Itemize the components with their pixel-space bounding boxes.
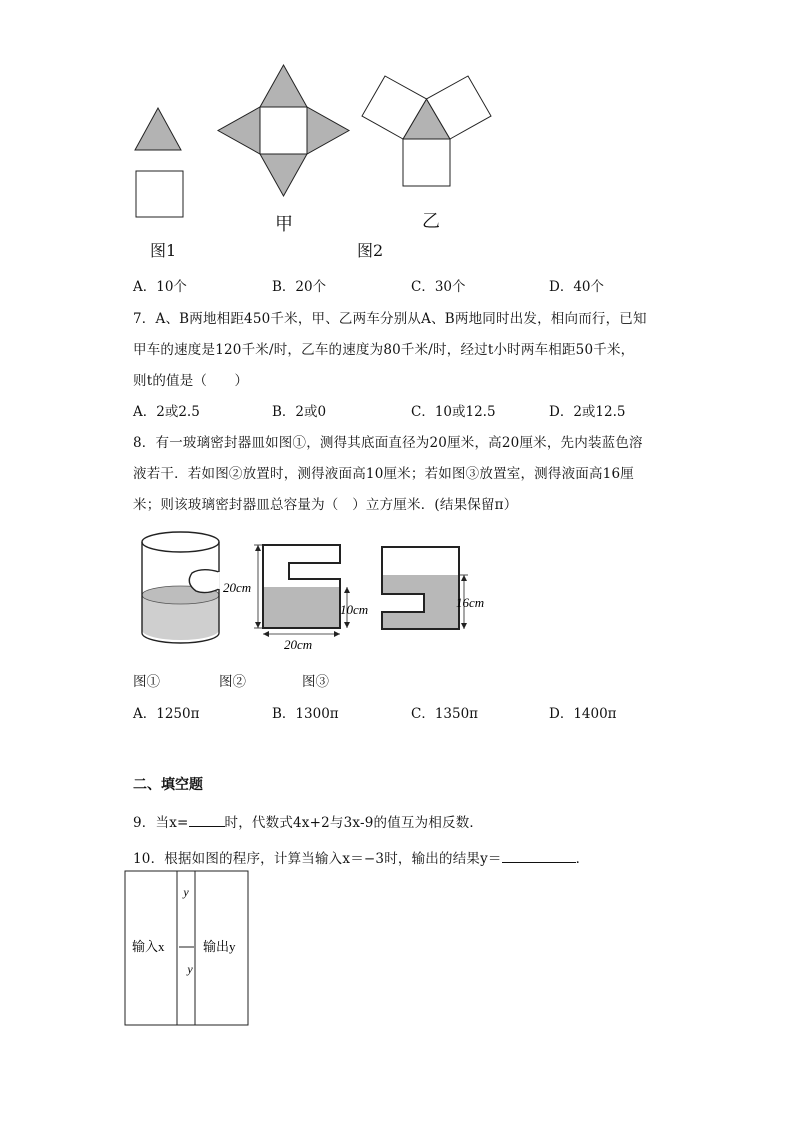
fig-position-2 [254, 545, 350, 637]
flow-y-bottom: y [187, 962, 193, 976]
label-jia: 甲 [275, 214, 293, 235]
q9-pre: 9．当x= [133, 815, 189, 831]
q7-option-c: C．10或12.5 [411, 404, 496, 420]
container-figure [130, 525, 510, 665]
q9-post: 时，代数式4x+2与3x-9的值互为相反数． [224, 815, 484, 831]
q6-option-b: B．20个 [272, 279, 327, 295]
q8-option-d: D．1400π [549, 706, 617, 722]
flow-output-label: 输出y [203, 939, 236, 954]
fig-cylinder [142, 532, 219, 643]
q6-option-d: D．40个 [549, 279, 605, 295]
q7-option-b: B．2或0 [272, 404, 327, 420]
q10-pre: 10．根据如图的程序，计算当输入x＝−3时，输出的结果y＝ [133, 851, 502, 867]
dim-diameter-label: 20cm [284, 637, 313, 652]
fig1-square [136, 171, 183, 217]
q7-option-d: D．2或12.5 [549, 404, 626, 420]
label-fig2: 图2 [357, 241, 384, 260]
program-flowchart [124, 870, 252, 1028]
q8-fig-label-2: 图② [219, 674, 246, 690]
q8-option-b: B．1300π [272, 706, 339, 722]
q7-line-3: 则t的值是（ ） [133, 373, 249, 389]
q7-line-2: 甲车的速度是120千米/时，乙车的速度为80千米/时，经过t小时两车相距50千米， [133, 342, 635, 358]
flow-y-top: y [183, 885, 189, 899]
net-yi [362, 76, 491, 186]
q9-line [133, 811, 483, 831]
q7-line-1: 7．A、B两地相距450千米，甲、乙两车分别从A、B两地同时出发，相向而行，已知 [133, 311, 647, 327]
label-yi: 乙 [422, 211, 440, 232]
dim-height-label: 20cm [223, 580, 252, 595]
shapes-figure [120, 60, 520, 260]
q10-answer-blank[interactable] [502, 850, 576, 863]
q8-option-a: A．1250π [133, 706, 200, 722]
q10-post: ． [575, 851, 590, 867]
q6-option-a: A．10个 [133, 279, 187, 295]
dim-liquid3-label: 16cm [456, 595, 485, 610]
q8-fig-label-3: 图③ [302, 674, 329, 690]
q8-line-2: 液若干．若如图②放置时，测得液面高10厘米；若如图③放置室，测得液面高16厘 [133, 466, 634, 482]
q6-option-c: C．30个 [411, 279, 466, 295]
q8-option-c: C．1350π [411, 706, 479, 722]
dim-liquid2-label: 10cm [340, 602, 369, 617]
q8-line-1: 8．有一玻璃密封器皿如图①，测得其底面直径为20厘米，高20厘米，先内装蓝色溶 [133, 435, 643, 451]
q7-option-a: A．2或2.5 [133, 404, 200, 420]
fig-position-3 [382, 547, 468, 629]
label-fig1: 图1 [150, 241, 177, 260]
net-jia [218, 65, 349, 196]
flow-input-label: 输入x [132, 939, 165, 954]
section-title-fill-blank: 二、填空题 [133, 777, 203, 793]
q10-line [133, 847, 589, 867]
q8-fig-label-1: 图① [133, 674, 160, 690]
fig1-triangle [135, 108, 181, 150]
q9-answer-blank[interactable] [189, 814, 225, 827]
q8-line-3: 米；则该玻璃密封器皿总容量为（ ）立方厘米．(结果保留π） [133, 497, 518, 513]
